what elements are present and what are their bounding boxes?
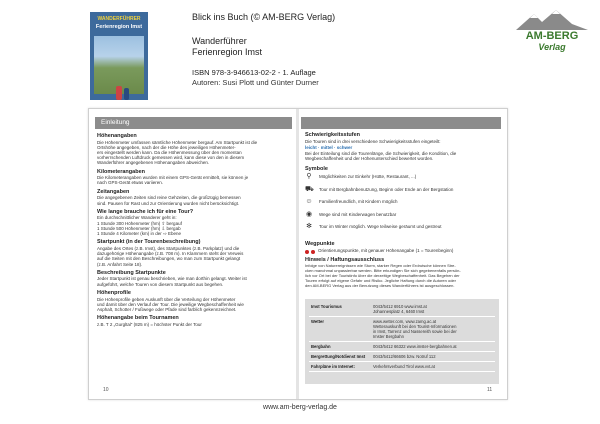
table-row-value: Verkehrsverbund Tirol www.vvt.at xyxy=(373,364,435,369)
table-row xyxy=(309,317,495,342)
liability-line: Infolge von Naturereignissen wie Sturm, starker Regen oder Erdrutsche können Stre- xyxy=(305,263,456,268)
section-text: vorherrschenden Luftdruck gemessen wird, kann diese von den in diesem xyxy=(97,155,245,161)
logo-subtext: Verlag xyxy=(538,42,566,52)
section-text: 1 Stunde 500 Höhenmeter (hm) ⇩ bergab xyxy=(97,225,181,231)
authors-line: Autoren: Susi Plott und Günter Durner xyxy=(192,78,319,87)
mountain-logo-icon xyxy=(512,8,592,32)
contact-table xyxy=(305,299,499,384)
liability-line: Touren erfolgt auf eigene Gefahr und Risiko. Jegliche Haftung durch die Autoren oder xyxy=(305,278,456,283)
section-text: Die angegebenen Zeiten sind reine Gehzeiten, die großzügig bemessen xyxy=(97,195,241,201)
table-row-label: Fahrpläne im Internet: xyxy=(311,364,355,369)
section-text: (z.B. Anfahrt Seite 18). xyxy=(97,261,143,267)
section-bar-title: Einleitung xyxy=(101,119,130,126)
symbols-heading: Symbole xyxy=(305,166,328,172)
left-page xyxy=(89,109,296,399)
cover-photo xyxy=(94,36,144,94)
difficulty-line: Wegbeschaffenheit und der Höhenunterschied bewertet worden. xyxy=(305,156,434,161)
table-row xyxy=(309,342,495,352)
cover-hiker-figure xyxy=(124,88,129,100)
fork-knife-icon: ⚲ xyxy=(306,173,312,180)
waypoints-heading: Wegpunkte xyxy=(305,241,335,247)
book-title-line2: Ferienregion Imst xyxy=(192,47,263,57)
section-bar xyxy=(301,117,501,129)
table-row-label: Bergbahn xyxy=(311,344,331,349)
isbn-line: ISBN 978-3-946613-02-2 - 1. Auflage xyxy=(192,68,316,77)
section-text: Jeder Startpunkt ist genau beschrieben, wie man dorthin gelangt. Weiter ist xyxy=(97,276,247,282)
section-text: Asphalt, Schotter / Fußwege oder Pfade sind farblich gekennzeichnet. xyxy=(97,306,237,312)
table-row-value: 0043/5412/66606 bzw. Notruf 112 xyxy=(373,354,436,359)
section-bar xyxy=(95,117,292,129)
section-text: Die Höhenprofile geben Auskunft über die Verteilung der Höhenmeter xyxy=(97,296,236,302)
cover-hiker-figure xyxy=(116,86,122,100)
section-text: Ortshöhe angegeben, nach der die Höhe des jeweiligen Höhenmeter- xyxy=(97,144,236,150)
symbol-text: Tour im Winter möglich. Wege teilweise geräumt und gestreut xyxy=(319,224,442,229)
book-spread xyxy=(88,108,508,400)
intro-heading: Blick ins Buch (© AM-BERG Verlag) xyxy=(192,12,336,22)
table-row xyxy=(309,362,495,372)
section-heading: Höhenangaben xyxy=(97,133,137,139)
table-row-value: Wetterauskunft bei den Tourist-Informationen xyxy=(373,324,457,329)
liability-line: lich vor Ort bei der Touristinfo über die derzeitige Wegbeschaffenheit. Das Begehen der xyxy=(305,273,460,278)
family-icon: ☺ xyxy=(305,198,313,205)
waypoint-marker-icon xyxy=(311,250,315,254)
waypoint-marker-icon xyxy=(305,250,309,254)
section-text: 1 Stunde 300 Höhenmeter (hm) ⇧ bergauf xyxy=(97,220,182,226)
symbol-text: Tour mit Bergbahnbenutzung, Beginn oder Ende an der Bergstation xyxy=(319,186,454,192)
gondola-icon: ⛟ xyxy=(305,185,314,193)
difficulty-levels: leicht · mittel · schwer xyxy=(305,145,353,150)
section-heading: Höhenprofile xyxy=(97,290,131,296)
difficulty-line: Bei der Einteilung sind die Tourenlänge, die Schwierigkeit, die Kondition, die xyxy=(305,151,457,156)
section-text: dazugehörige Höhenangabe (z.B. 708 m). In Klammern steht der Verweis xyxy=(97,251,244,257)
section-text: sind. Pausen für Rast und zur Orientierung wurden nicht berücksichtigt. xyxy=(97,200,240,206)
waypoints-text: Orientierungspunkte, mit genauer Höhenangabe (1 = Tourenbeginn) xyxy=(318,248,454,253)
table-row-label: Imst Tourismus xyxy=(311,304,342,309)
cover-brand: WANDERFÜHRER xyxy=(97,16,141,22)
difficulty-intro: Die Touren sind in drei verschiedene Schwierigkeitsstufen eingeteilt: xyxy=(305,139,441,144)
snowflake-icon: ✻ xyxy=(306,223,312,230)
table-row-value: www.wetter.com, www.zamg.ac.at xyxy=(373,319,437,324)
cover-title: Ferienregion Imst xyxy=(95,24,143,30)
symbol-text: Familienfreundlich, mit Kindern möglich xyxy=(319,199,398,204)
am-berg-logo xyxy=(512,8,592,58)
section-heading: Höhenangabe beim Tournamen xyxy=(97,315,179,322)
table-row-label: Wetter xyxy=(311,319,324,324)
book-cover-thumbnail xyxy=(90,12,148,100)
section-text: und damit über den Verlauf der Tour. Die jeweilige Wegbeschaffenheit wie xyxy=(97,301,244,307)
liability-line: den AM-BERG Verlag aus der Benutzung dieses Wanderführers ist ausgeschlossen. xyxy=(305,283,455,288)
table-row xyxy=(309,352,495,362)
section-text: Die Höhenmeter umfassen sämtliche Höhenmeter bergauf. Am Startpunkt ist die xyxy=(97,139,258,145)
table-row-value: 0043/5412 66322 www.imster-bergbahnen.at xyxy=(373,344,457,349)
section-heading: Startpunkt (in der Tourenbeschreibung) xyxy=(97,239,201,246)
section-text: nach GPS-Gerät etwas variieren. xyxy=(97,180,164,186)
table-row-value: 0043/5412 6910 www.imst.at xyxy=(373,304,427,309)
symbol-text: Wege sind mit Kinderwagen benutzbar xyxy=(319,211,397,217)
section-text: aufgeführt, welche Touren von diesem Startpunkt aus begehen. xyxy=(97,281,224,287)
section-text: z.B. T 2 „Gurgltal“ (825 m) = höchster Punkt der Tour xyxy=(97,321,202,327)
liability-line: cken manchmal unpassierbar werden. Bitte erkundigen Sie sich gegebenenfalls persön- xyxy=(305,268,461,273)
section-text: 1 Stunde 4 Kilometer (km) in der ⇨ Ebene xyxy=(97,231,182,236)
section-heading: Zeitangaben xyxy=(97,188,130,195)
section-text: Die Kilometerangaben wurden mit einem GPS-Gerät ermittelt, sie können je xyxy=(97,175,249,181)
page-number-right: 11 xyxy=(487,387,493,393)
section-text: Wanderführer angegebenen Höhenangaben abweichen. xyxy=(97,160,210,166)
section-text: Angabe des Ortes (z.B. Imst), des Startpunktes (z.B. Parkplatz) und die xyxy=(97,245,240,251)
table-row-value: in Imst, Tarrenz und Nassereith sowie bei der xyxy=(373,329,457,334)
publisher-url[interactable]: www.am-berg-verlag.de xyxy=(263,404,337,411)
logo-text: AM-BERG xyxy=(525,30,579,42)
difficulty-heading: Schwierigkeitsstufen xyxy=(305,132,361,138)
section-text: ers eingestellt werden kann. Da die Höhenmessung über den momentan xyxy=(97,149,242,155)
section-heading: Kilometerangaben xyxy=(97,168,145,175)
stroller-icon: ◉ xyxy=(305,210,313,218)
section-heading: Wie lange brauche ich für eine Tour? xyxy=(97,208,194,215)
section-text: auf die Seiten mit den Beschreibungen, wo man zum Startpunkt gelangt xyxy=(97,256,241,262)
table-row-value: Johannesplatz 4, 6460 Imst xyxy=(373,309,425,314)
right-page xyxy=(299,109,507,399)
table-row xyxy=(309,302,495,317)
symbol-text: Möglichkeiten zur Einkehr (Hütte, Restaurant, ...) xyxy=(319,174,417,179)
table-row-label: Bergrettung/Notdienst Imst xyxy=(311,354,366,359)
section-heading: Beschreibung Startpunkte xyxy=(97,269,166,276)
liability-heading: Hinweis / Haftungsausschluss xyxy=(305,257,385,263)
table-row-value: Imster Bergbahn xyxy=(373,334,404,339)
book-title-line1: Wanderführer xyxy=(192,36,247,46)
section-text: Ein durchschnittlicher Wanderer geht in: xyxy=(97,215,177,221)
page-number-left: 10 xyxy=(103,387,109,393)
